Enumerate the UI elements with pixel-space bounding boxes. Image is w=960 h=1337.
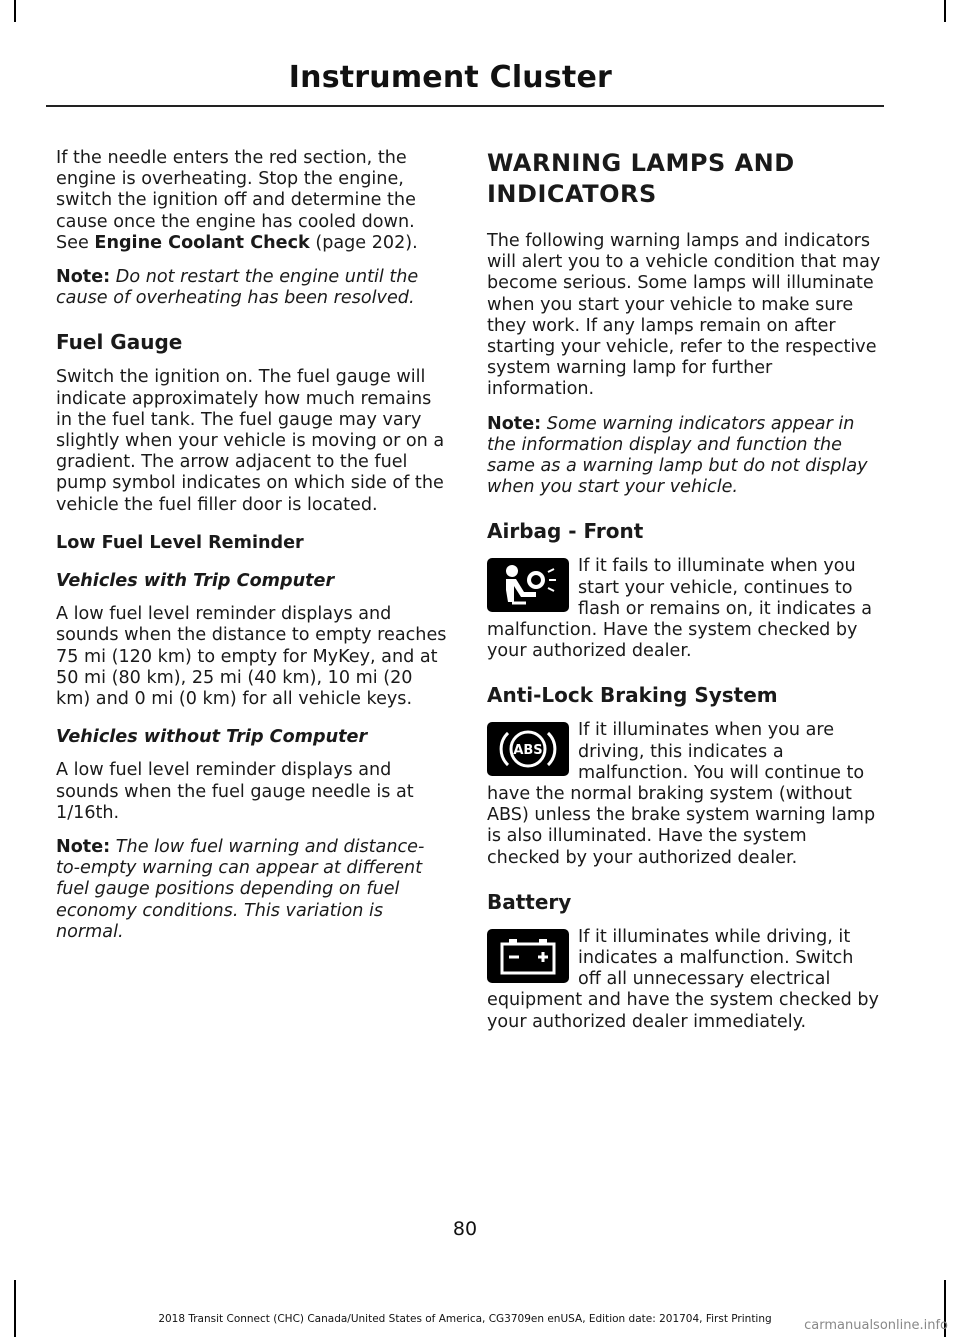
warning-intro-paragraph: The following warning lamps and indicators will alert you to a vehicle condition that may become serious. Some lamps will illuminate when you start your vehicle to make sure they work. If any lamps remain on after starting your vehicle, refer to the respective system warning lamp for further information. <box>487 231 881 400</box>
fuel-gauge-heading: Fuel Gauge <box>56 330 183 355</box>
battery-heading: Battery <box>487 889 572 914</box>
header-divider <box>46 105 884 107</box>
left-column <box>56 148 448 956</box>
battery-paragraph: If it illuminates while driving, it indicates a malfunction. Switch off all unnecessary electrical equipment and have the system checked by your authorized dealer immediately. <box>487 926 879 1032</box>
watermark: carmanualsonline.info <box>804 1318 948 1333</box>
no-trip-computer-paragraph: A low fuel level reminder displays and sounds when the fuel gauge needle is at 1/16th. <box>56 760 414 823</box>
airbag-lamp-section <box>487 556 881 662</box>
engine-coolant-check-link[interactable]: Engine Coolant Check <box>94 232 310 253</box>
abs-paragraph: If it illuminates when you are driving, this indicates a malfunction. You will continue to have the normal braking system (without ABS) unless the brake system warning lamp is also illuminated. Have the system checked by your authorized dealer. <box>487 720 876 868</box>
abs-heading: Anti-Lock Braking System <box>487 683 778 708</box>
crop-mark <box>944 0 946 22</box>
page-header-title: Instrument Cluster <box>288 60 612 95</box>
note-text: The low fuel warning and distance-to-empty warning can appear at different fuel gauge positions depending on fuel economy conditions. This variation is normal. <box>56 837 425 942</box>
airbag-paragraph: If it fails to illuminate when you start your vehicle, continues to flash or remains on, it indicates a malfunction. Have the system checked by your authorized dealer. <box>487 556 873 662</box>
trip-computer-paragraph: A low fuel level reminder displays and sounds when the distance to empty reaches 75 mi (120 km) to empty for MyKey, and at 50 mi (80 km), 25 mi (40 km), 10 mi (20 km) and 0 mi (0 km) for all vehicle keys. <box>56 604 447 710</box>
abs-warning-icon <box>487 722 569 776</box>
page-reference: (page 202). <box>309 232 418 253</box>
note-indicators <box>487 414 881 499</box>
abs-lamp-section <box>487 720 881 868</box>
note-label: Note: <box>487 413 542 434</box>
note-label: Note: <box>56 267 111 288</box>
overheat-text: If the needle enters the red section, the engine is overheating. Stop the engine, switch the ignition off and determine the cause once the engine has cooled down. See <box>56 148 416 253</box>
right-column <box>487 148 881 1049</box>
note-label: Note: <box>56 837 111 858</box>
low-fuel-heading: Low Fuel Level Reminder <box>56 532 304 553</box>
overheat-paragraph <box>56 148 448 254</box>
no-trip-computer-heading: Vehicles without Trip Computer <box>56 727 368 748</box>
page-number: 80 <box>452 1218 478 1240</box>
warning-lamps-heading: WARNING LAMPS AND INDICATORS <box>487 149 795 208</box>
airbag-warning-icon <box>487 558 569 612</box>
note-restart <box>56 267 448 309</box>
note-text: Some warning indicators appear in the information display and function the same as a warning lamp but do not display when you start your vehicle. <box>487 413 868 498</box>
trip-computer-heading: Vehicles with Trip Computer <box>56 571 335 592</box>
edition-footer: 2018 Transit Connect (CHC) Canada/United States of America, CG3709en enUSA, Edition date: 201704, First Printing <box>158 1313 772 1325</box>
note-low-fuel <box>56 837 448 943</box>
abs-icon-label: ABS <box>513 743 543 759</box>
note-text: Do not restart the engine until the cause of overheating has been resolved. <box>56 267 419 309</box>
crop-mark <box>14 1280 16 1337</box>
airbag-heading: Airbag - Front <box>487 519 644 544</box>
crop-mark <box>14 0 16 22</box>
fuel-gauge-paragraph: Switch the ignition on. The fuel gauge will indicate approximately how much remains in the fuel tank. The fuel gauge may vary slightly when your vehicle is moving or on a gradient. The arrow adjacent to the fuel pump symbol indicates on which side of the vehicle the fuel filler door is located. <box>56 367 445 515</box>
battery-lamp-section <box>487 927 881 1033</box>
battery-warning-icon <box>487 929 569 983</box>
